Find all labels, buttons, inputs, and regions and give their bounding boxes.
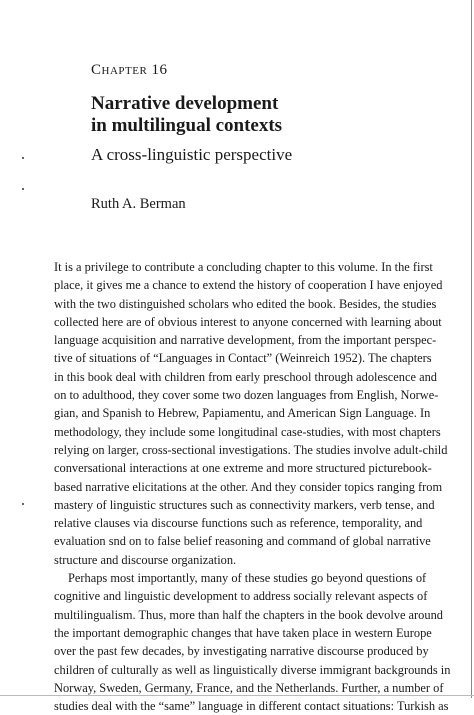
text-line: cognitive and linguistic development to address socially relevant aspects of <box>54 589 428 604</box>
chapter-label: Chapter 16 <box>91 62 168 78</box>
text-line: relative clauses via discourse functions such as reference, temporality, and <box>54 516 423 531</box>
chapter-title-line: Narrative development <box>91 93 279 114</box>
text-line: methodology, they include some longitudinal case-studies, with most chapters <box>54 424 441 439</box>
text-line: relying on larger, cross-sectional investigations. The studies involve adult-child <box>54 442 448 457</box>
text-line: structure and discourse organization. <box>54 552 237 567</box>
text-line: multilingualism. Thus, more than half the chapters in the book devolve around <box>54 607 443 622</box>
text-line: language acquisition and narrative development, from the important perspec- <box>54 333 437 348</box>
margin-mark <box>22 503 24 505</box>
text-line: Perhaps most importantly, many of these studies go beyond questions of <box>68 571 427 586</box>
paragraph <box>54 569 451 715</box>
text-line: place, it gives me a chance to extend the history of cooperation I have enjoyed <box>54 278 443 293</box>
chapter-subtitle: A cross-linguistic perspective <box>91 145 293 164</box>
body-text <box>54 258 451 715</box>
text-line: conversational interactions at one extreme and more structured picturebook- <box>54 461 432 476</box>
text-line: tive of situations of “Languages in Contact” (Weinreich 1952). The chapters <box>54 351 432 366</box>
text-line: collected here are of obvious interest to anyone concerned with learning about <box>54 314 442 329</box>
text-line: the important demographic changes that have taken place in western Europe <box>54 625 432 640</box>
text-line: based narrative elicitations at the other. And they consider topics ranging from <box>54 479 443 494</box>
text-line: studies deal with the “same” language in different contact situations: Turkish as <box>54 699 449 714</box>
text-line: evaluation snd on to false belief reasoning and command of global narrative <box>54 534 431 549</box>
text-line: on to adulthood, they cover some two dozen languages from English, Norwe- <box>54 388 439 403</box>
text-line: gian, and Spanish to Hebrew, Papiamentu, and American Sign Language. In <box>54 406 431 421</box>
chapter-title-line: in multilingual contexts <box>91 115 283 136</box>
text-line: children of culturally as well as linguistically diverse immigrant backgrounds in <box>54 662 451 677</box>
text-line: with the two distinguished scholars who edited the book. Besides, the studies <box>54 296 437 311</box>
text-line: It is a privilege to contribute a concluding chapter to this volume. In the first <box>54 260 433 274</box>
text-line: Norway, Sweden, Germany, France, and the Netherlands. Further, a number of <box>54 680 444 695</box>
text-line: in this book deal with children from early preschool through adolescence and <box>54 369 437 384</box>
margin-mark <box>22 188 24 190</box>
chapter-title <box>91 93 391 137</box>
text-line: mastery of linguistic structures such as connectivity markers, verb tense, and <box>54 497 435 512</box>
margin-mark <box>22 157 24 159</box>
paragraph <box>54 258 448 569</box>
text-line: over the past few decades, by investigating narrative discourse produced by <box>54 644 429 659</box>
chapter-author: Ruth A. Berman <box>91 196 186 212</box>
page-edge <box>471 0 472 698</box>
